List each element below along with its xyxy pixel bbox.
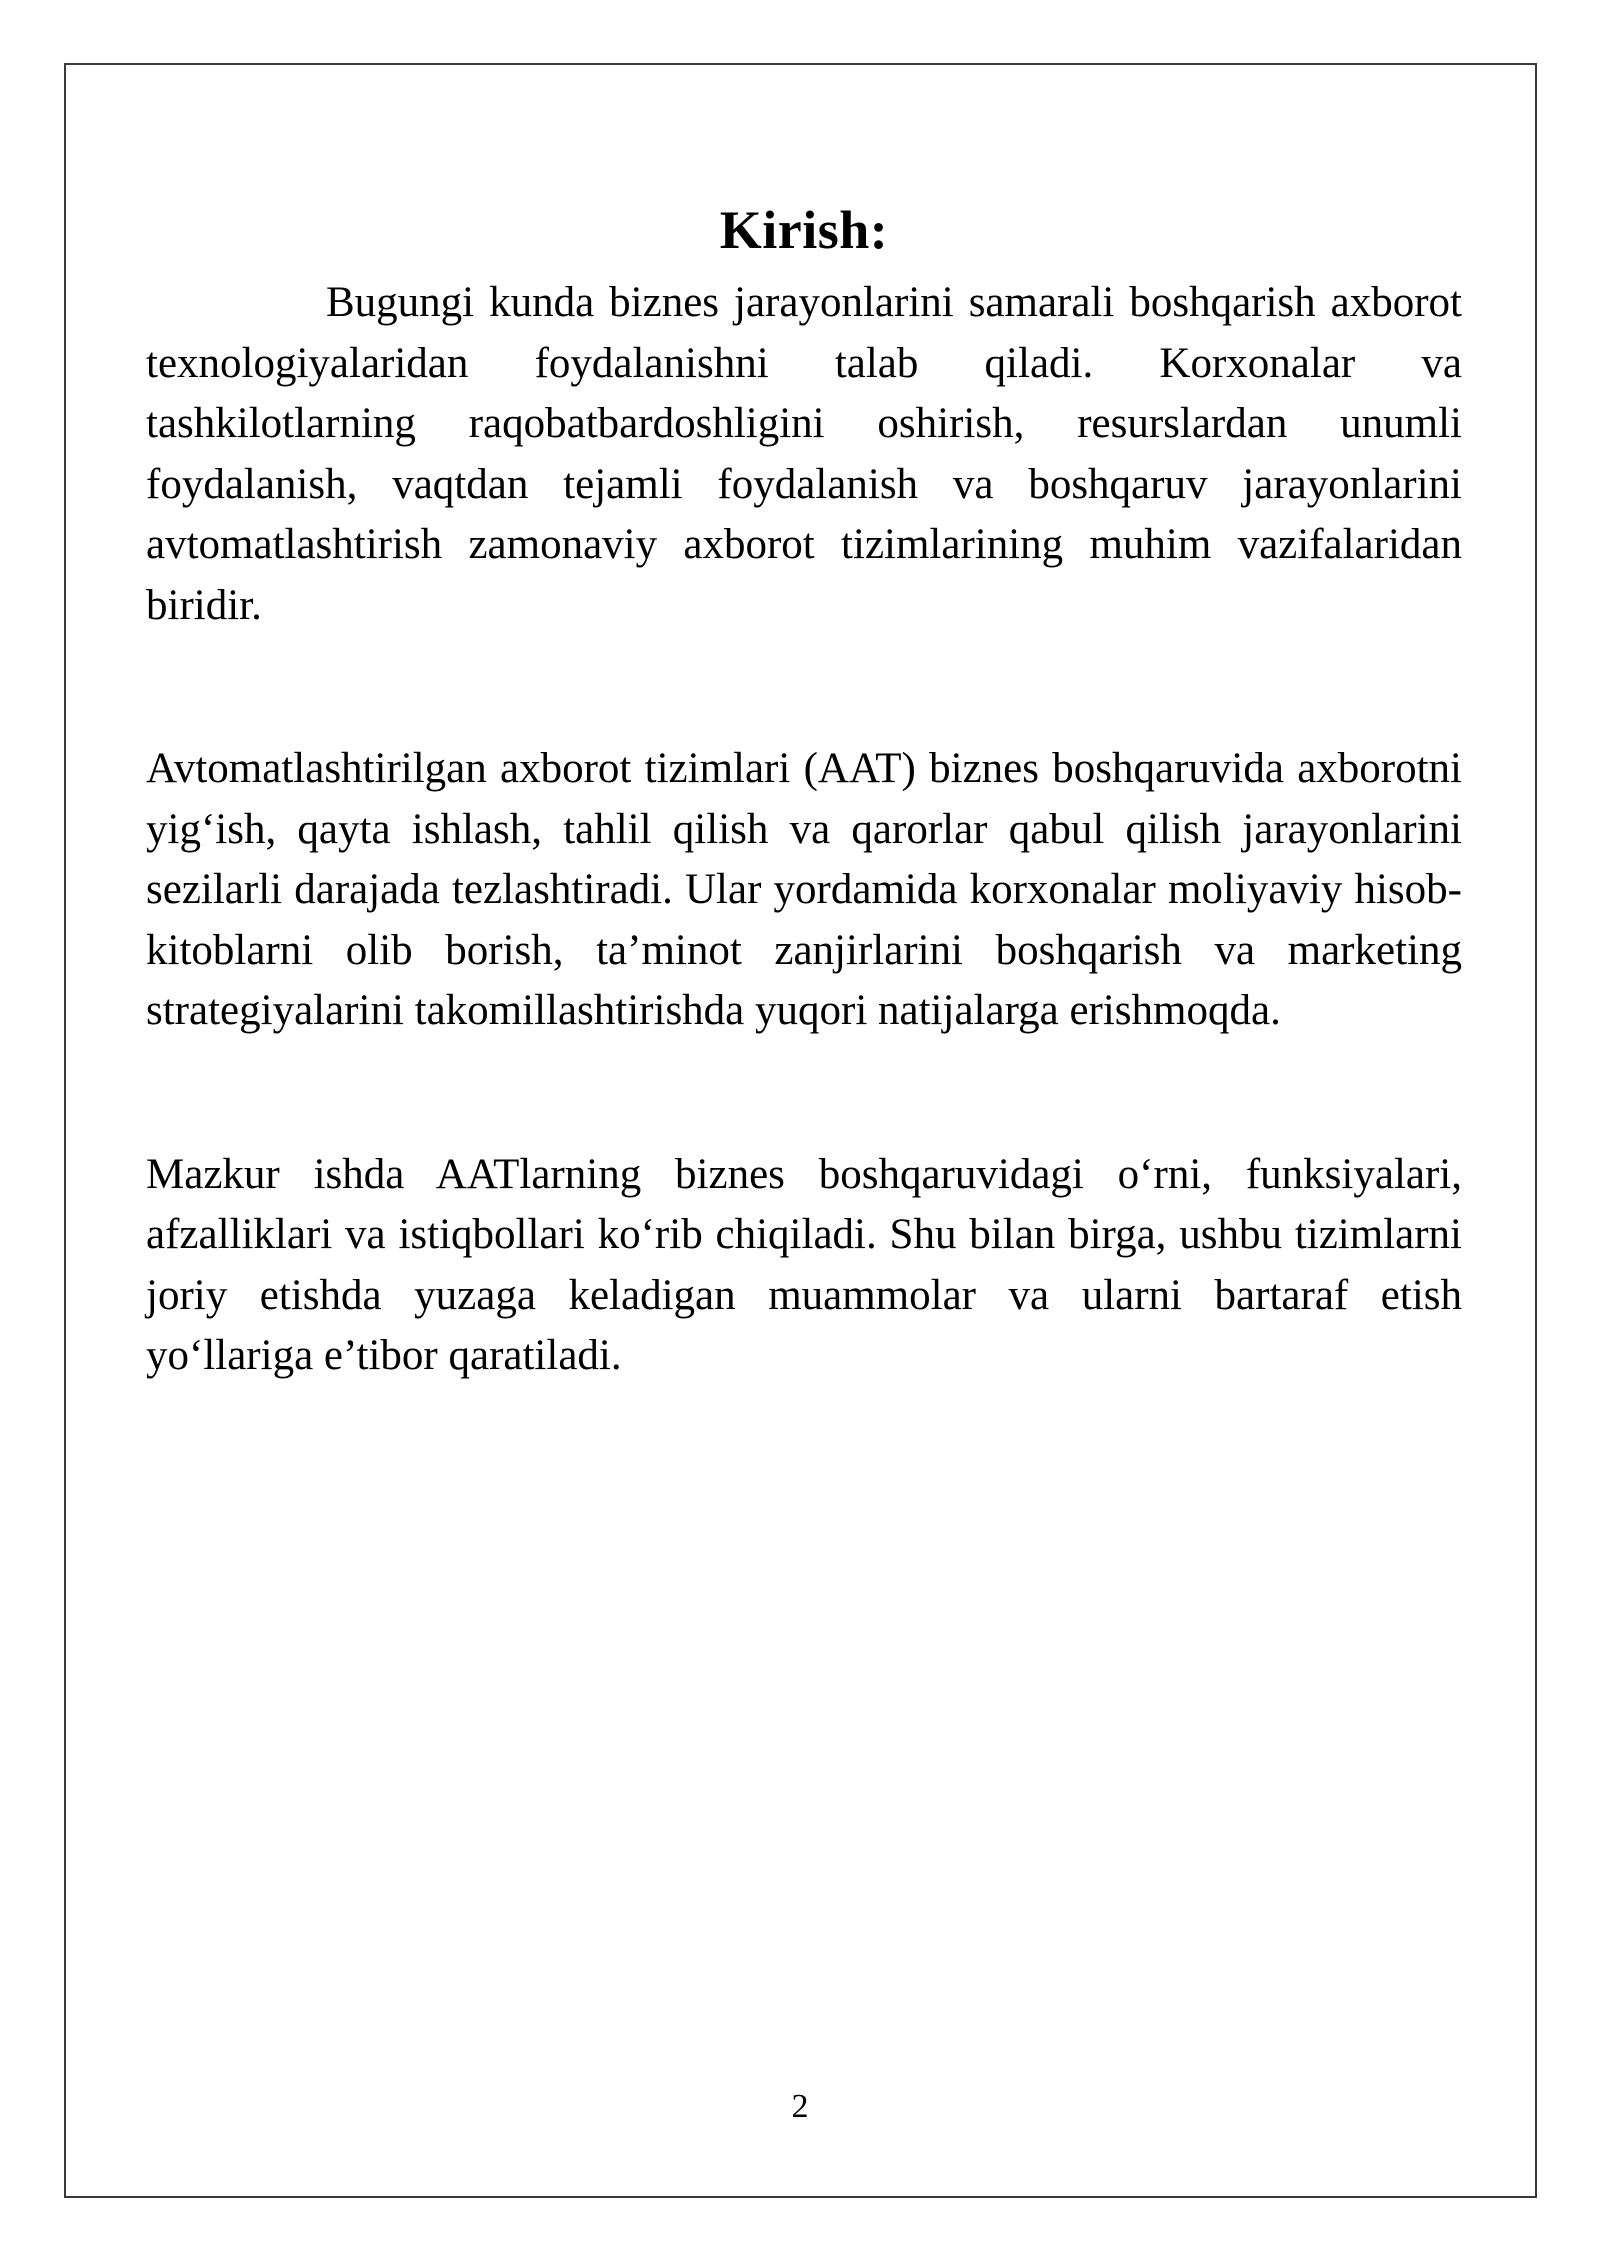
intro-paragraph-2: Avtomatlashtirilgan axborot tizimlari (AAT) biznes boshqaruvida axborotni yig‘ish, qayta ishlash, tahlil qilish va qarorlar qabul qilish jarayonlarini sezilarli darajada tezlashtiradi. Ular yordamida korxonalar moliyaviy hisob-kitoblarni olib borish, ta’minot zanjirlarini boshqarish va marketing strategiyalarini takomillashtirishda yuqori natijalarga erishmoqda. [146,745,1462,1034]
intro-paragraph-3: Mazkur ishda AATlarning biznes boshqaruvidagi o‘rni, funksiyalari, afzalliklari va istiqbollari ko‘rib chiqiladi. Shu bilan birga, ushbu tizimlarni joriy etishda yuzaga keladigan muammolar va ularni bartaraf etish yo‘llariga e’tibor qaratiladi. [146,1150,1462,1379]
page-number: 2 [791,2088,809,2125]
page-content [146,190,1462,1387]
intro-paragraph-1: Bugungi kunda biznes jarayonlarini samarali boshqarish axborot texnologiyalaridan foydalanishni talab qiladi. Korxonalar va tashkilotlarning raqobatbardoshligini oshirish, resurslardan unumli foydalanish, vaqtdan tejamli foydalanish va boshqaruv jarayonlarini avtomatlashtirish zamonaviy axborot tizimlarining muhim vazifalaridan biridir. [146,279,1462,629]
section-title: Kirish: [719,200,889,260]
